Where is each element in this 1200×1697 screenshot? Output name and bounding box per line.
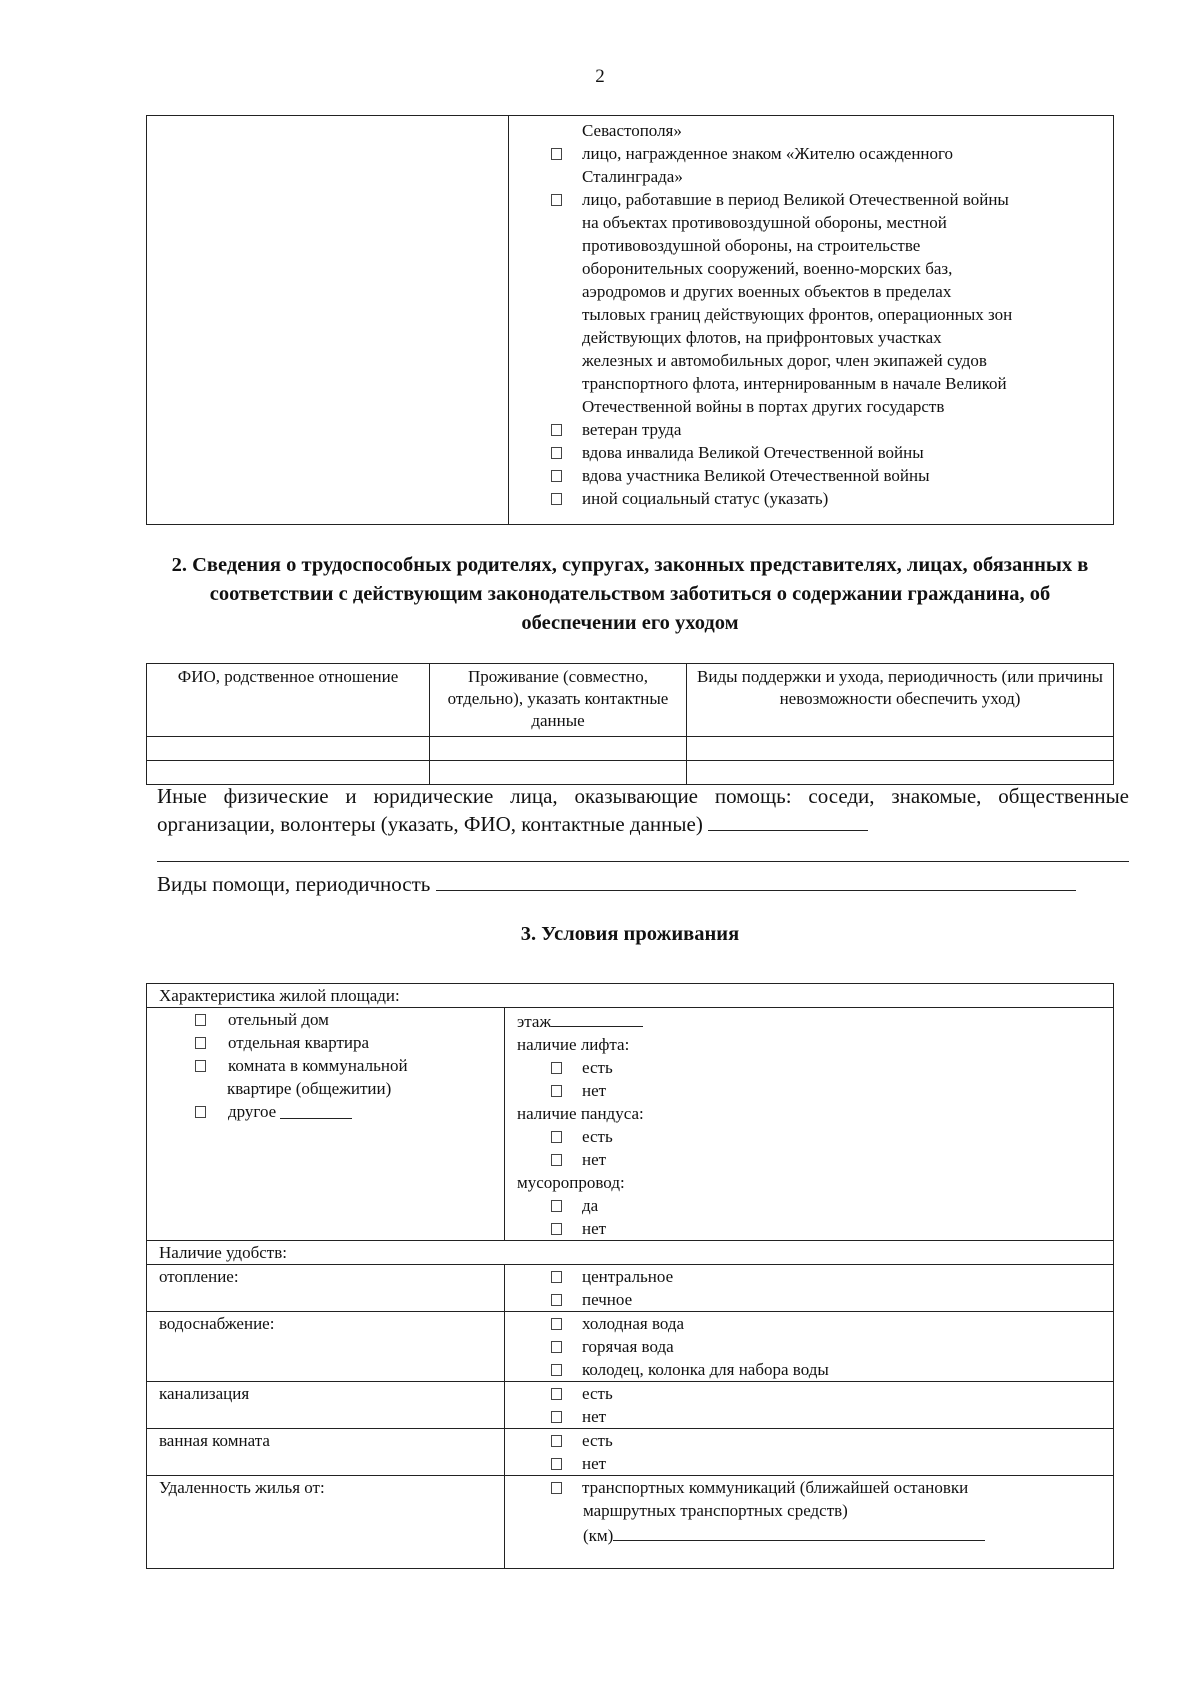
status-text: лицо, награжденное знаком «Жителю осажденного <box>582 144 954 163</box>
column-header-residence: Проживание (совместно, отдельно), указать контактные данные <box>430 664 687 737</box>
table-cell[interactable] <box>430 761 687 785</box>
checkbox-icon[interactable] <box>551 1131 562 1143</box>
distance-options-cell <box>505 1476 1114 1569</box>
housing-types-cell <box>147 1008 505 1241</box>
table-cell[interactable] <box>430 737 687 761</box>
chute-label: мусоропровод: <box>517 1173 625 1192</box>
status-option-continued <box>509 119 1113 142</box>
amenities-label: Наличие удобств: <box>147 1241 1114 1265</box>
bath-yes[interactable]: есть <box>505 1429 1113 1452</box>
checkbox-icon[interactable] <box>551 1294 562 1306</box>
help-types-line <box>157 870 1129 898</box>
distance-option[interactable]: транспортных коммуникаций (ближайшей остановки <box>505 1476 1113 1499</box>
housing-option-continued: квартире (общежитии) <box>227 1079 392 1098</box>
water-option[interactable]: колодец, колонка для набора воды <box>505 1358 1113 1381</box>
social-status-table <box>146 115 1114 525</box>
checkbox-icon[interactable] <box>551 1388 562 1400</box>
status-option-continued <box>509 165 1113 188</box>
status-text: тыловых границ действующих фронтов, операционных зон <box>582 305 1013 324</box>
heating-label: отопление: <box>147 1265 505 1312</box>
status-option-continued <box>509 395 1113 418</box>
distance-km-blank[interactable] <box>613 1522 985 1541</box>
page-number: 2 <box>595 66 605 87</box>
status-option[interactable] <box>509 188 1113 211</box>
status-option-continued <box>509 303 1113 326</box>
status-option[interactable] <box>509 441 1113 464</box>
status-text: транспортного флота, интернированным в начале Великой <box>582 374 1007 393</box>
checkbox-icon[interactable] <box>551 493 562 505</box>
checkbox-icon[interactable] <box>551 1411 562 1423</box>
checkbox-icon[interactable] <box>551 148 562 160</box>
living-conditions-table <box>146 983 1114 1569</box>
status-option-continued <box>509 211 1113 234</box>
status-option[interactable] <box>509 142 1113 165</box>
floor-line: этаж <box>505 1008 1113 1033</box>
checkbox-icon[interactable] <box>551 1435 562 1447</box>
status-text: действующих флотов, на прифронтовых участках <box>582 328 942 347</box>
ramp-label: наличие пандуса: <box>517 1104 644 1123</box>
ramp-yes[interactable]: есть <box>505 1125 1113 1148</box>
status-option-continued <box>509 372 1113 395</box>
floor-blank[interactable] <box>551 1008 643 1027</box>
status-text: лицо, работавшие в период Великой Отечественной войны <box>582 190 1009 209</box>
status-text: иной социальный статус (указать) <box>582 489 829 508</box>
status-text: Отечественной войны в портах других государств <box>582 397 945 416</box>
status-text: противовоздушной обороны, на строительстве <box>582 236 921 255</box>
checkbox-icon[interactable] <box>551 1271 562 1283</box>
distance-option-continued: маршрутных транспортных средств) <box>583 1501 848 1520</box>
sewer-yes[interactable]: есть <box>505 1382 1113 1405</box>
caregivers-table <box>146 663 1114 785</box>
table-cell[interactable] <box>687 761 1114 785</box>
other-housing-blank[interactable] <box>280 1100 352 1119</box>
table-row <box>147 761 1114 785</box>
bath-label: ванная комната <box>147 1429 505 1476</box>
section-2-heading: 2. Сведения о трудоспособных родителях, супругах, законных представителях, лицах, обязанных в соответствии с действующим законодательством заботиться о содержании гражданина, об обеспечении его уходом <box>171 554 1089 634</box>
housing-label: Характеристика жилой площади: <box>147 984 1114 1008</box>
elevator-label: наличие лифта: <box>517 1035 630 1054</box>
chute-no[interactable]: нет <box>505 1217 1113 1240</box>
status-text: ветеран труда <box>582 420 682 439</box>
social-status-list-cell <box>509 116 1114 525</box>
table-row <box>147 737 1114 761</box>
status-option[interactable] <box>509 418 1113 441</box>
heating-option[interactable]: центральное <box>505 1265 1113 1288</box>
checkbox-icon[interactable] <box>551 1200 562 1212</box>
status-option[interactable] <box>509 487 1113 510</box>
checkbox-icon[interactable] <box>551 1482 562 1494</box>
housing-option[interactable]: комната в коммунальной <box>159 1054 504 1077</box>
checkbox-icon[interactable] <box>551 424 562 436</box>
other-helpers-blank-line[interactable] <box>157 861 1129 862</box>
sewer-label: канализация <box>147 1382 505 1429</box>
checkbox-icon[interactable] <box>195 1106 206 1118</box>
status-text: оборонительных сооружений, военно-морских баз, <box>582 259 953 278</box>
ramp-no[interactable]: нет <box>505 1148 1113 1171</box>
checkbox-icon[interactable] <box>551 1341 562 1353</box>
status-text: вдова участника Великой Отечественной войны <box>582 466 930 485</box>
status-option-continued <box>509 349 1113 372</box>
column-header-support: Виды поддержки и ухода, периодичность (или причины невозможности обеспечить уход) <box>687 664 1114 737</box>
status-option-continued <box>509 280 1113 303</box>
bath-options-cell <box>505 1429 1114 1476</box>
water-option[interactable]: холодная вода <box>505 1312 1113 1335</box>
status-option-continued <box>509 234 1113 257</box>
status-text: вдова инвалида Великой Отечественной войны <box>582 443 924 462</box>
help-types-blank[interactable] <box>436 870 1076 891</box>
other-helpers-blank[interactable] <box>708 810 868 831</box>
housing-option[interactable]: отельный дом <box>159 1008 504 1031</box>
heating-options-cell <box>505 1265 1114 1312</box>
status-option[interactable] <box>509 464 1113 487</box>
status-text: Сталинграда» <box>582 167 683 186</box>
elevator-yes[interactable]: есть <box>505 1056 1113 1079</box>
checkbox-icon[interactable] <box>195 1014 206 1026</box>
housing-option[interactable]: отдельная квартира <box>159 1031 504 1054</box>
checkbox-icon[interactable] <box>551 470 562 482</box>
bath-no[interactable]: нет <box>505 1452 1113 1475</box>
sewer-options-cell <box>505 1382 1114 1429</box>
checkbox-icon[interactable] <box>195 1037 206 1049</box>
water-options-cell <box>505 1312 1114 1382</box>
distance-km-line: (км) <box>505 1522 1113 1547</box>
checkbox-icon[interactable] <box>551 194 562 206</box>
distance-label: Удаленность жилья от: <box>147 1476 505 1569</box>
housing-option[interactable]: другое <box>159 1100 504 1123</box>
table-cell[interactable] <box>147 761 430 785</box>
status-text: железных и автомобильных дорог, член экипажей судов <box>582 351 987 370</box>
elevator-no[interactable]: нет <box>505 1079 1113 1102</box>
water-label: водоснабжение: <box>147 1312 505 1382</box>
other-helpers-paragraph <box>157 783 1129 838</box>
table-cell[interactable] <box>147 737 430 761</box>
water-option[interactable]: горячая вода <box>505 1335 1113 1358</box>
checkbox-icon[interactable] <box>551 447 562 459</box>
sewer-no[interactable]: нет <box>505 1405 1113 1428</box>
help-types-label: Виды помощи, периодичность <box>157 872 431 896</box>
checkbox-icon[interactable] <box>551 1062 562 1074</box>
other-helpers-text: Иные физические и юридические лица, оказывающие помощь: соседи, знакомые, общественные организации, волонтеры (указать, ФИО, контактные данные) <box>157 784 1129 836</box>
status-text: аэродромов и других военных объектов в пределах <box>582 282 952 301</box>
checkbox-icon[interactable] <box>551 1223 562 1235</box>
heating-option[interactable]: печное <box>505 1288 1113 1311</box>
status-option-continued <box>509 257 1113 280</box>
building-details-cell <box>505 1008 1114 1241</box>
table-cell[interactable] <box>687 737 1114 761</box>
checkbox-icon[interactable] <box>551 1364 562 1376</box>
checkbox-icon[interactable] <box>551 1154 562 1166</box>
checkbox-icon[interactable] <box>551 1458 562 1470</box>
social-status-left-cell <box>147 116 509 525</box>
social-status-list <box>509 116 1113 510</box>
column-header-name: ФИО, родственное отношение <box>147 664 430 737</box>
status-text: Севастополя» <box>582 121 682 140</box>
checkbox-icon[interactable] <box>551 1085 562 1097</box>
checkbox-icon[interactable] <box>195 1060 206 1072</box>
section-3-heading: 3. Условия проживания <box>520 923 740 945</box>
status-text: на объектах противовоздушной обороны, местной <box>582 213 947 232</box>
chute-yes[interactable]: да <box>505 1194 1113 1217</box>
checkbox-icon[interactable] <box>551 1318 562 1330</box>
status-option-continued <box>509 326 1113 349</box>
